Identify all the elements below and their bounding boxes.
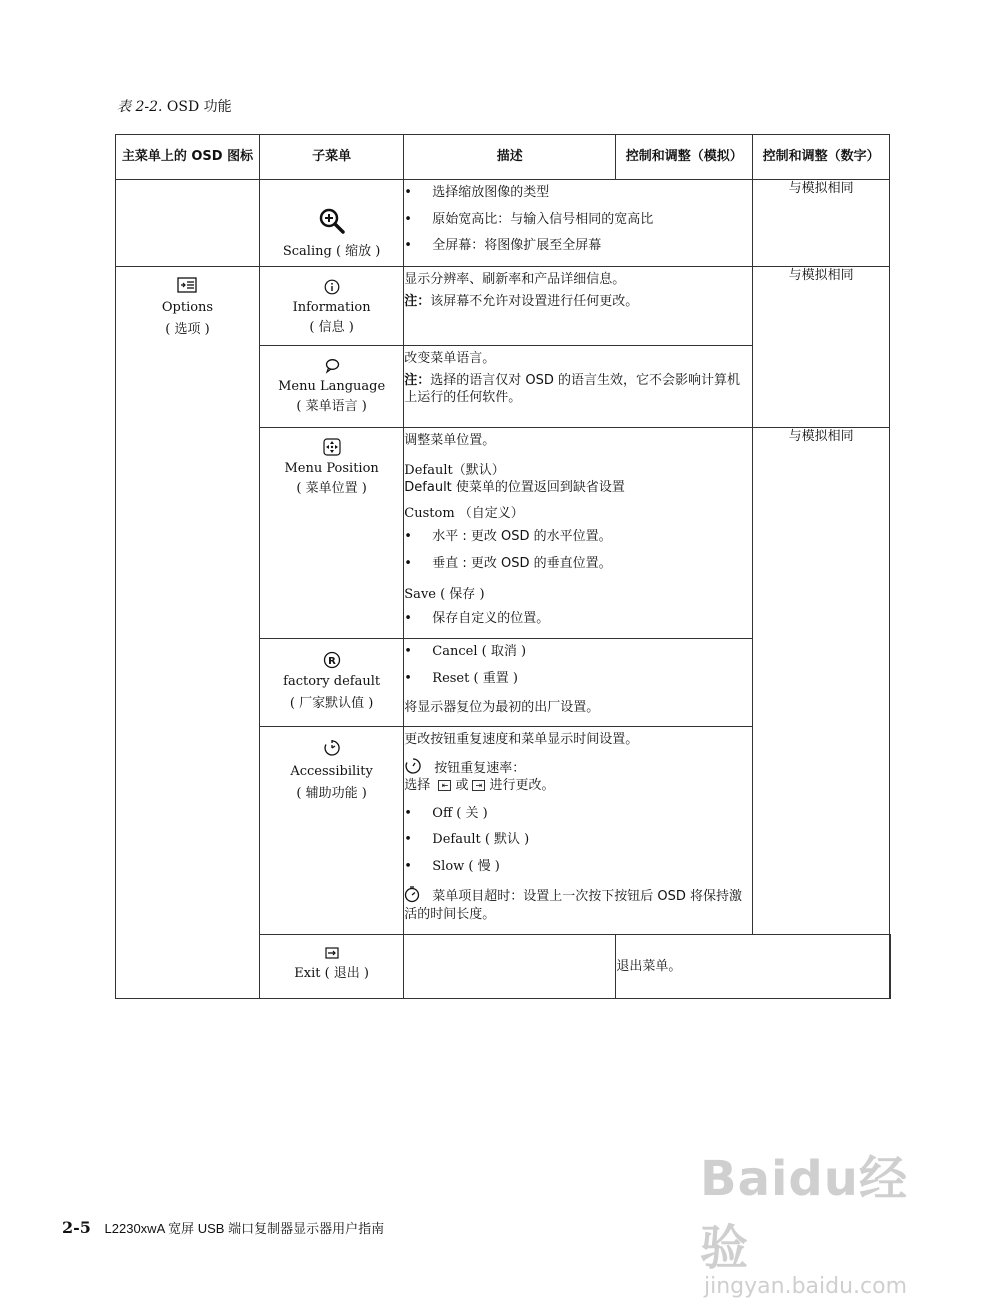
menu-position-submenu-cell (259, 428, 403, 639)
exit-description (616, 935, 890, 999)
factory-default-desc: 将显示器复位为最初的出厂设置。 (404, 700, 600, 716)
factory-default-label-cn: ( 厂家默认值 ) (289, 695, 374, 711)
caption-text: OSD 功能 (166, 99, 232, 115)
information-description (404, 267, 753, 346)
footer-text: L2230xwA 宽屏 USB 端口复制器显示器用户指南 (104, 1221, 385, 1236)
exit-main-cell (259, 935, 403, 999)
move-icon (323, 438, 341, 456)
custom-bullet: • 垂直 : 更改 OSD 的垂直位置。 (404, 555, 752, 573)
scaling-bullet: • 全屏幕：将图像扩展至全屏幕 (404, 237, 752, 255)
note-label: 注： (404, 293, 431, 309)
exit-digital-cell (890, 935, 891, 999)
accessibility-bullet: • Off ( 关 ) (404, 805, 752, 823)
menu-language-label-cn: ( 菜单语言 ) (296, 398, 367, 414)
options-label-cn: ( 选项 ) (165, 321, 210, 337)
table-caption (117, 96, 232, 116)
menu-position-description (404, 428, 753, 639)
stopwatch-icon (404, 757, 422, 775)
select-prefix: 选择 (404, 778, 431, 794)
watermark-logo: Baidu经验 (700, 1151, 908, 1276)
header-main-icon: 主菜单上的 OSD 图标 (116, 135, 260, 180)
custom-title: Custom （自定义） (404, 505, 524, 521)
page-footer (62, 1218, 384, 1237)
scaling-label: Scaling ( 缩放 ) (282, 244, 381, 259)
information-label: Information (292, 300, 371, 315)
table-row-information (116, 267, 891, 346)
scaling-submenu-cell (259, 180, 403, 267)
osd-table (115, 134, 891, 999)
menu-position-label-cn: ( 菜单位置 ) (296, 480, 367, 496)
note-text: 该屏幕不允许对设置进行任何更改。 (430, 293, 639, 309)
info-icon (324, 279, 340, 295)
accessibility-label-cn: ( 辅助功能 ) (296, 785, 367, 801)
watermark-url: jingyan.baidu.com (704, 1274, 908, 1299)
factory-default-submenu-cell (259, 639, 403, 727)
watermark (700, 1140, 940, 1299)
scaling-bullet: • 原始宽高比：与输入信号相同的宽高比 (404, 211, 752, 229)
options-main-cell (116, 267, 260, 999)
note-text: 选择的语言仅对 OSD 的语言生效，它不会影响计算机上运行的任何软件。 (404, 372, 741, 406)
information-desc: 显示分辨率、刷新率和产品详细信息。 (404, 272, 626, 287)
options-digital-2: 与模拟相同 (753, 428, 890, 935)
exit-submenu-cell (404, 935, 616, 999)
page-number: 2-5 (62, 1218, 91, 1237)
select-suffix: 进行更改。 (489, 778, 555, 794)
menu-language-note (404, 372, 752, 407)
svg-text:R: R (327, 656, 336, 667)
select-or: 或 (455, 778, 469, 794)
factory-default-description (404, 639, 753, 727)
menu-language-submenu-cell (259, 346, 403, 428)
menu-position-label: Menu Position (284, 461, 379, 476)
exit-label: Exit ( 退出 ) (294, 966, 369, 981)
accessibility-bullet: • Slow ( 慢 ) (404, 858, 752, 876)
accessibility-label: Accessibility (290, 764, 373, 779)
reset-r-icon (323, 651, 341, 669)
menu-position-desc: 调整菜单位置。 (404, 433, 496, 448)
table-row-scaling (116, 180, 891, 267)
header-description: 描述 (404, 135, 616, 180)
speech-bubble-icon (324, 358, 340, 374)
timeout-text: 菜单项目超时：设置上一次按下按钮后 OSD 将保持激活的时间长度。 (404, 889, 743, 922)
scaling-digital: 与模拟相同 (753, 180, 890, 267)
menu-language-label: Menu Language (278, 379, 386, 394)
factory-bullet: • Reset ( 重置 ) (404, 670, 752, 688)
header-digital: 控制和调整（数字） (753, 135, 890, 180)
menu-language-desc: 改变菜单语言。 (404, 351, 496, 366)
scaling-bullet: • 选择缩放图像的类型 (404, 184, 752, 202)
zoom-in-icon (317, 206, 347, 236)
exit-icon (325, 947, 339, 959)
default-title: Default（默认） (404, 462, 505, 478)
select-line (404, 777, 752, 795)
exit-desc: 退出菜单。 (616, 958, 682, 974)
custom-bullet: • 水平 : 更改 OSD 的水平位置。 (404, 528, 752, 546)
left-arrow-key-icon: ⇤ (438, 780, 451, 791)
accessibility-description (404, 727, 753, 935)
caption-label: 表 2-2. (117, 99, 163, 115)
header-analog: 控制和调整（模拟） (616, 135, 753, 180)
information-label-cn: ( 信息 ) (309, 319, 354, 335)
save-title: Save ( 保存 ) (404, 587, 485, 603)
repeat-title: 按钮重复速率： (434, 760, 526, 776)
accessibility-desc: 更改按钮重复速度和菜单显示时间设置。 (404, 732, 639, 747)
factory-default-label: factory default (283, 674, 381, 689)
options-icon (177, 277, 197, 293)
menu-language-description (404, 346, 753, 428)
scaling-description (404, 180, 753, 267)
options-digital-1: 与模拟相同 (753, 267, 890, 428)
right-arrow-key-icon: ⇥ (472, 780, 485, 791)
header-submenu: 子菜单 (259, 135, 403, 180)
factory-bullet: • Cancel ( 取消 ) (404, 643, 752, 661)
timeout-line (404, 885, 752, 923)
save-bullet: • 保存自定义的位置。 (404, 610, 752, 628)
note-label: 注： (404, 372, 431, 388)
clock-timeout-icon (404, 885, 420, 903)
accessibility-submenu-cell (259, 727, 403, 935)
timer-icon (323, 739, 341, 757)
scaling-main-cell (116, 180, 260, 267)
repeat-rate-line (404, 757, 752, 778)
accessibility-bullet: • Default ( 默认 ) (404, 831, 752, 849)
default-desc: Default 使菜单的位置返回到缺省设置 (404, 480, 625, 496)
information-submenu-cell (259, 267, 403, 346)
header-row (116, 135, 891, 180)
information-note (404, 293, 752, 311)
options-label: Options (161, 300, 214, 315)
